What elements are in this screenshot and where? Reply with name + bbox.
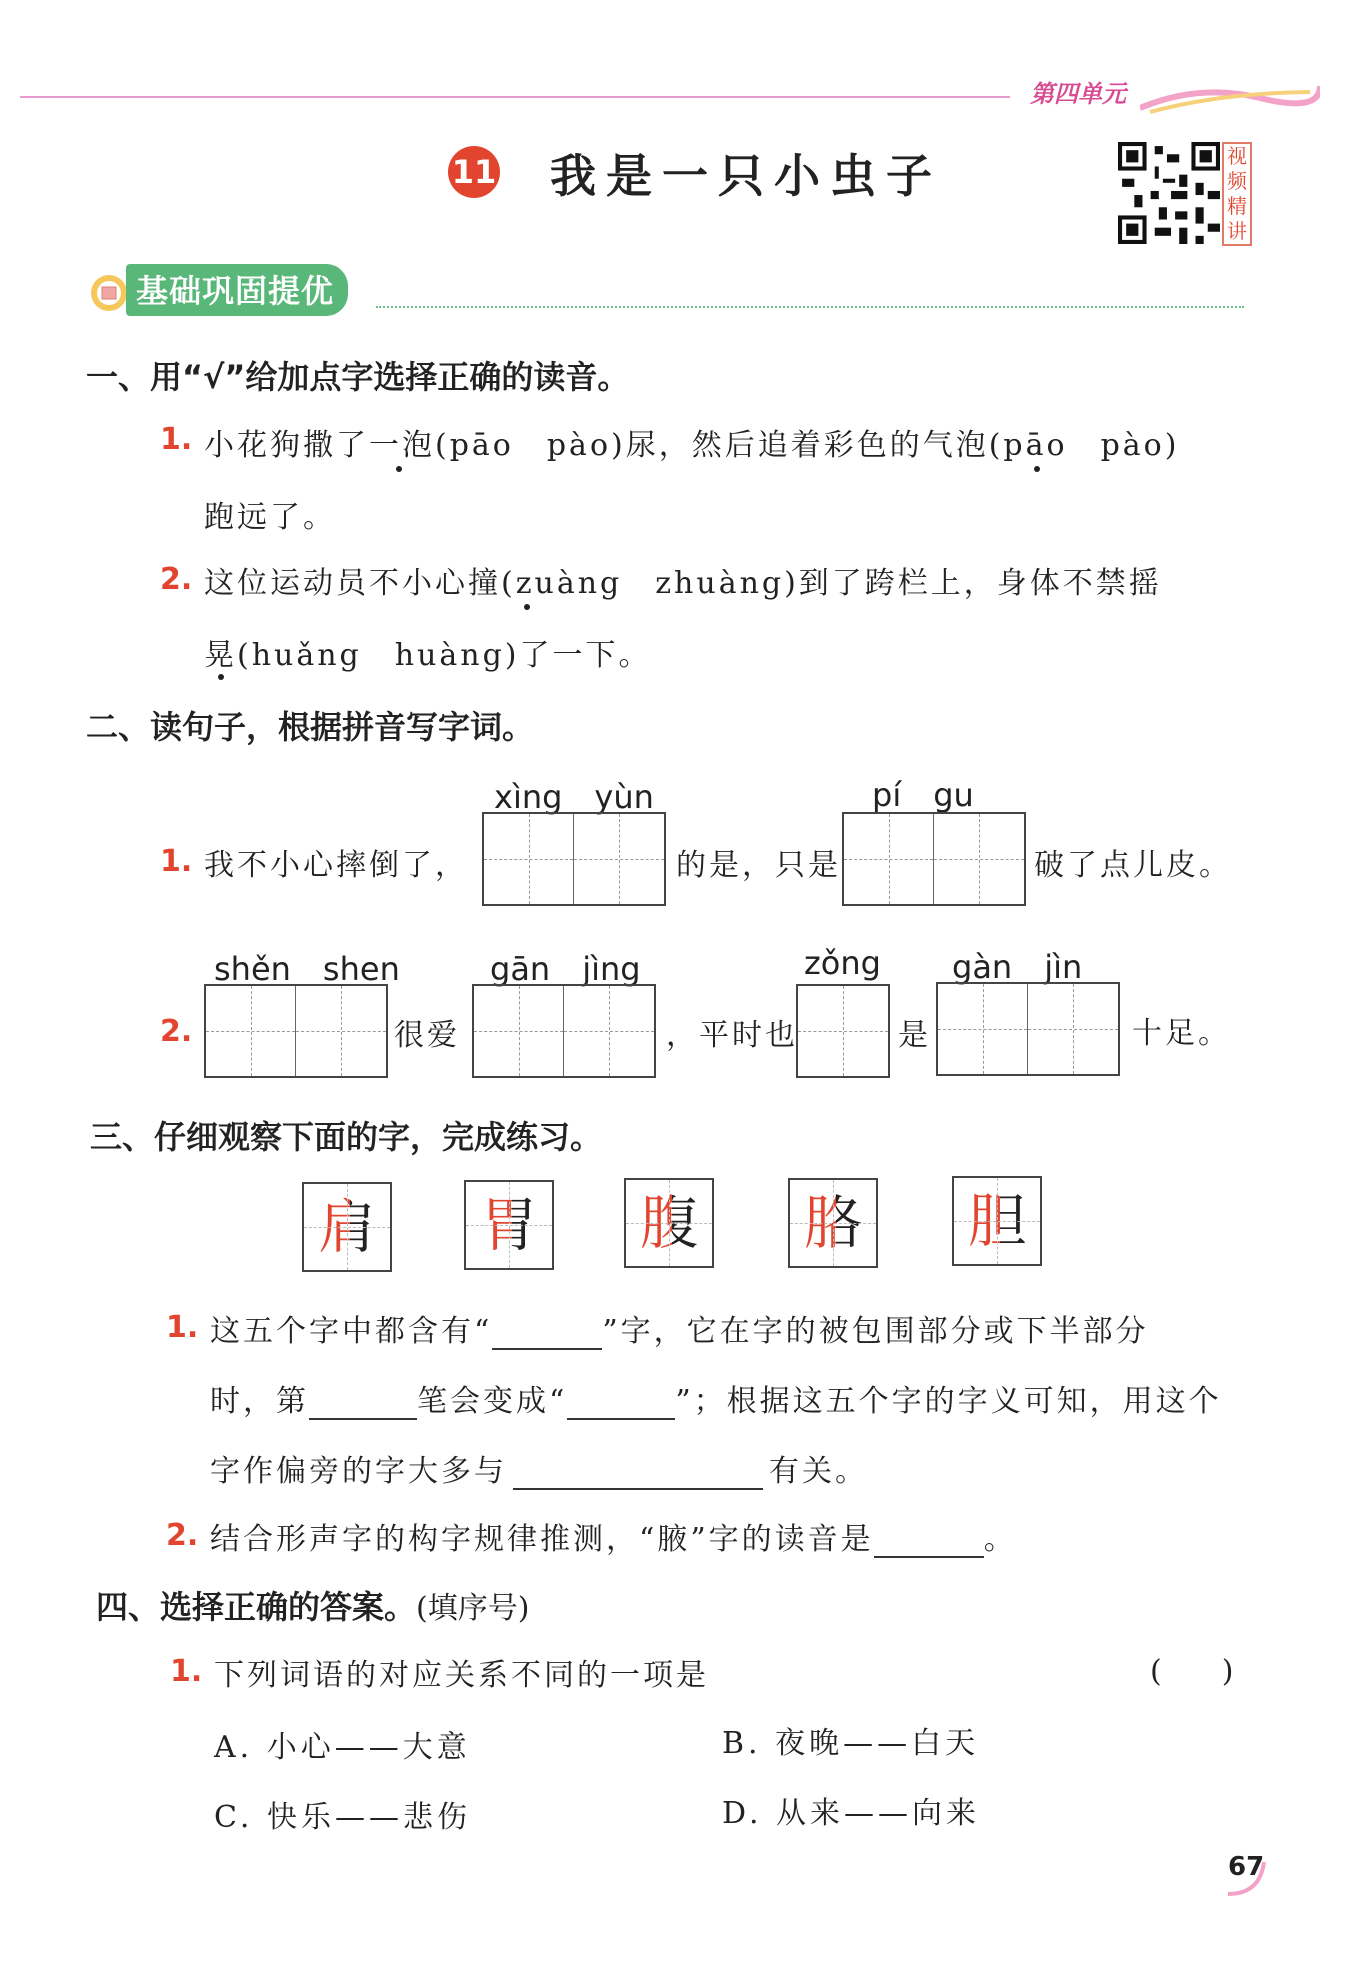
header-swoosh — [1140, 78, 1320, 118]
s1-q1-line1: 小花狗撒了一泡(pāo pào)尿，然后追着彩色的气泡(pāo pào) — [204, 428, 1180, 463]
lesson-title: 我是一只小虫子 — [550, 149, 942, 203]
character-card: 肩 — [302, 1182, 392, 1272]
s2-q2-pinyin-4: gàn jìn — [952, 948, 1083, 986]
character-card: 胆 — [952, 1176, 1042, 1266]
s2-q1-pinyin-2: pí gu — [872, 776, 974, 814]
section-1-title: 一、用“√”给加点字选择正确的读音。 — [86, 358, 630, 396]
banner-divider — [376, 306, 1244, 308]
s2-q2-text-1: 很爱 — [394, 1018, 460, 1053]
option-d: D. 从来——向来 — [722, 1796, 981, 1831]
lesson-number: 11 — [448, 146, 500, 198]
s3-q2-number: 2. — [166, 1518, 199, 1553]
s2-q2-text-3: 是 — [898, 1018, 928, 1053]
s1-q1-line2: 跑远了。 — [204, 500, 336, 535]
s2-q2-text-2: ，平时也 — [666, 1018, 798, 1053]
option-c: C. 快乐——悲伤 — [214, 1800, 471, 1835]
option-b: B. 夜晚——白天 — [722, 1726, 980, 1761]
answer-blank[interactable] — [309, 1418, 417, 1420]
s3-q1-number: 1. — [166, 1310, 199, 1345]
option-a: A. 小心——大意 — [214, 1730, 471, 1765]
s3-q1-line2: 时，第 笔会变成“ ”；根据这五个字的字义可知，用这个 — [210, 1384, 1222, 1419]
s2-q1-pinyin-1: xìng yùn — [494, 778, 654, 816]
s2-q1-post: 破了点儿皮。 — [1034, 848, 1232, 883]
section-3-title: 三、仔细观察下面的字，完成练习。 — [90, 1118, 603, 1156]
banner-label: 基础巩固提优 — [126, 264, 348, 316]
page-number-swoosh — [1220, 1858, 1270, 1898]
section-banner — [86, 268, 348, 312]
s4-q1-text: 下列词语的对应关系不同的一项是 — [214, 1658, 709, 1693]
page-number: 67 — [1228, 1852, 1265, 1882]
qr-code-icon[interactable] — [1118, 142, 1220, 244]
s2-q2-pinyin-1: shěn shen — [214, 950, 400, 988]
writing-grid[interactable] — [204, 984, 388, 1078]
answer-blank[interactable] — [492, 1348, 602, 1350]
s3-q2-line: 结合形声字的构字规律推测，“腋”字的读音是 。 — [210, 1522, 1017, 1557]
section-4-title: 四、选择正确的答案。(填序号) — [96, 1588, 530, 1626]
s2-q2-text-4: 十足。 — [1132, 1016, 1231, 1051]
section-2-title: 二、读句子，根据拼音写字词。 — [86, 708, 535, 746]
character-card: 腹 — [624, 1178, 714, 1268]
s1-q2-line1: 这位运动员不小心撞(zuàng zhuàng)到了跨栏上，身体不禁摇 — [204, 566, 1162, 601]
answer-paren[interactable]: ( ) — [1150, 1654, 1234, 1689]
writing-grid[interactable] — [842, 812, 1026, 906]
s3-q1-line1: 这五个字中都含有“ ”字，它在字的被包围部分或下半部分 — [210, 1314, 1149, 1349]
character-card: 胃 — [464, 1180, 554, 1270]
answer-blank[interactable] — [874, 1556, 984, 1558]
s2-q1-number: 1. — [160, 844, 193, 879]
writing-grid[interactable] — [482, 812, 666, 906]
s1-q2-line2: 晃(huǎng huàng)了一下。 — [204, 638, 652, 673]
writing-grid[interactable] — [796, 984, 890, 1078]
writing-grid[interactable] — [472, 984, 656, 1078]
unit-label: 第四单元 — [1030, 80, 1126, 108]
emphasis-dot — [1034, 466, 1040, 472]
emphasis-dot — [396, 466, 402, 472]
qr-label: 视频精讲 — [1222, 142, 1252, 246]
s2-q1-mid: 的是，只是 — [676, 848, 841, 883]
header-line — [20, 96, 1010, 98]
s2-q2-number: 2. — [160, 1014, 193, 1049]
s2-q1-pre: 我不小心摔倒了， — [204, 848, 468, 883]
s1-q1-number: 1. — [160, 422, 193, 457]
emphasis-dot — [524, 604, 530, 610]
s4-q1-number: 1. — [170, 1654, 203, 1689]
character-card: 胳 — [788, 1178, 878, 1268]
emphasis-dot — [218, 674, 224, 680]
answer-blank[interactable] — [567, 1418, 675, 1420]
s1-q2-number: 2. — [160, 562, 193, 597]
s3-q1-line3: 字作偏旁的字大多与 有关。 — [210, 1454, 868, 1489]
writing-grid[interactable] — [936, 982, 1120, 1076]
answer-blank[interactable] — [513, 1488, 763, 1490]
s2-q2-pinyin-3: zǒng — [804, 944, 881, 982]
s2-q2-pinyin-2: gān jìng — [490, 950, 641, 988]
